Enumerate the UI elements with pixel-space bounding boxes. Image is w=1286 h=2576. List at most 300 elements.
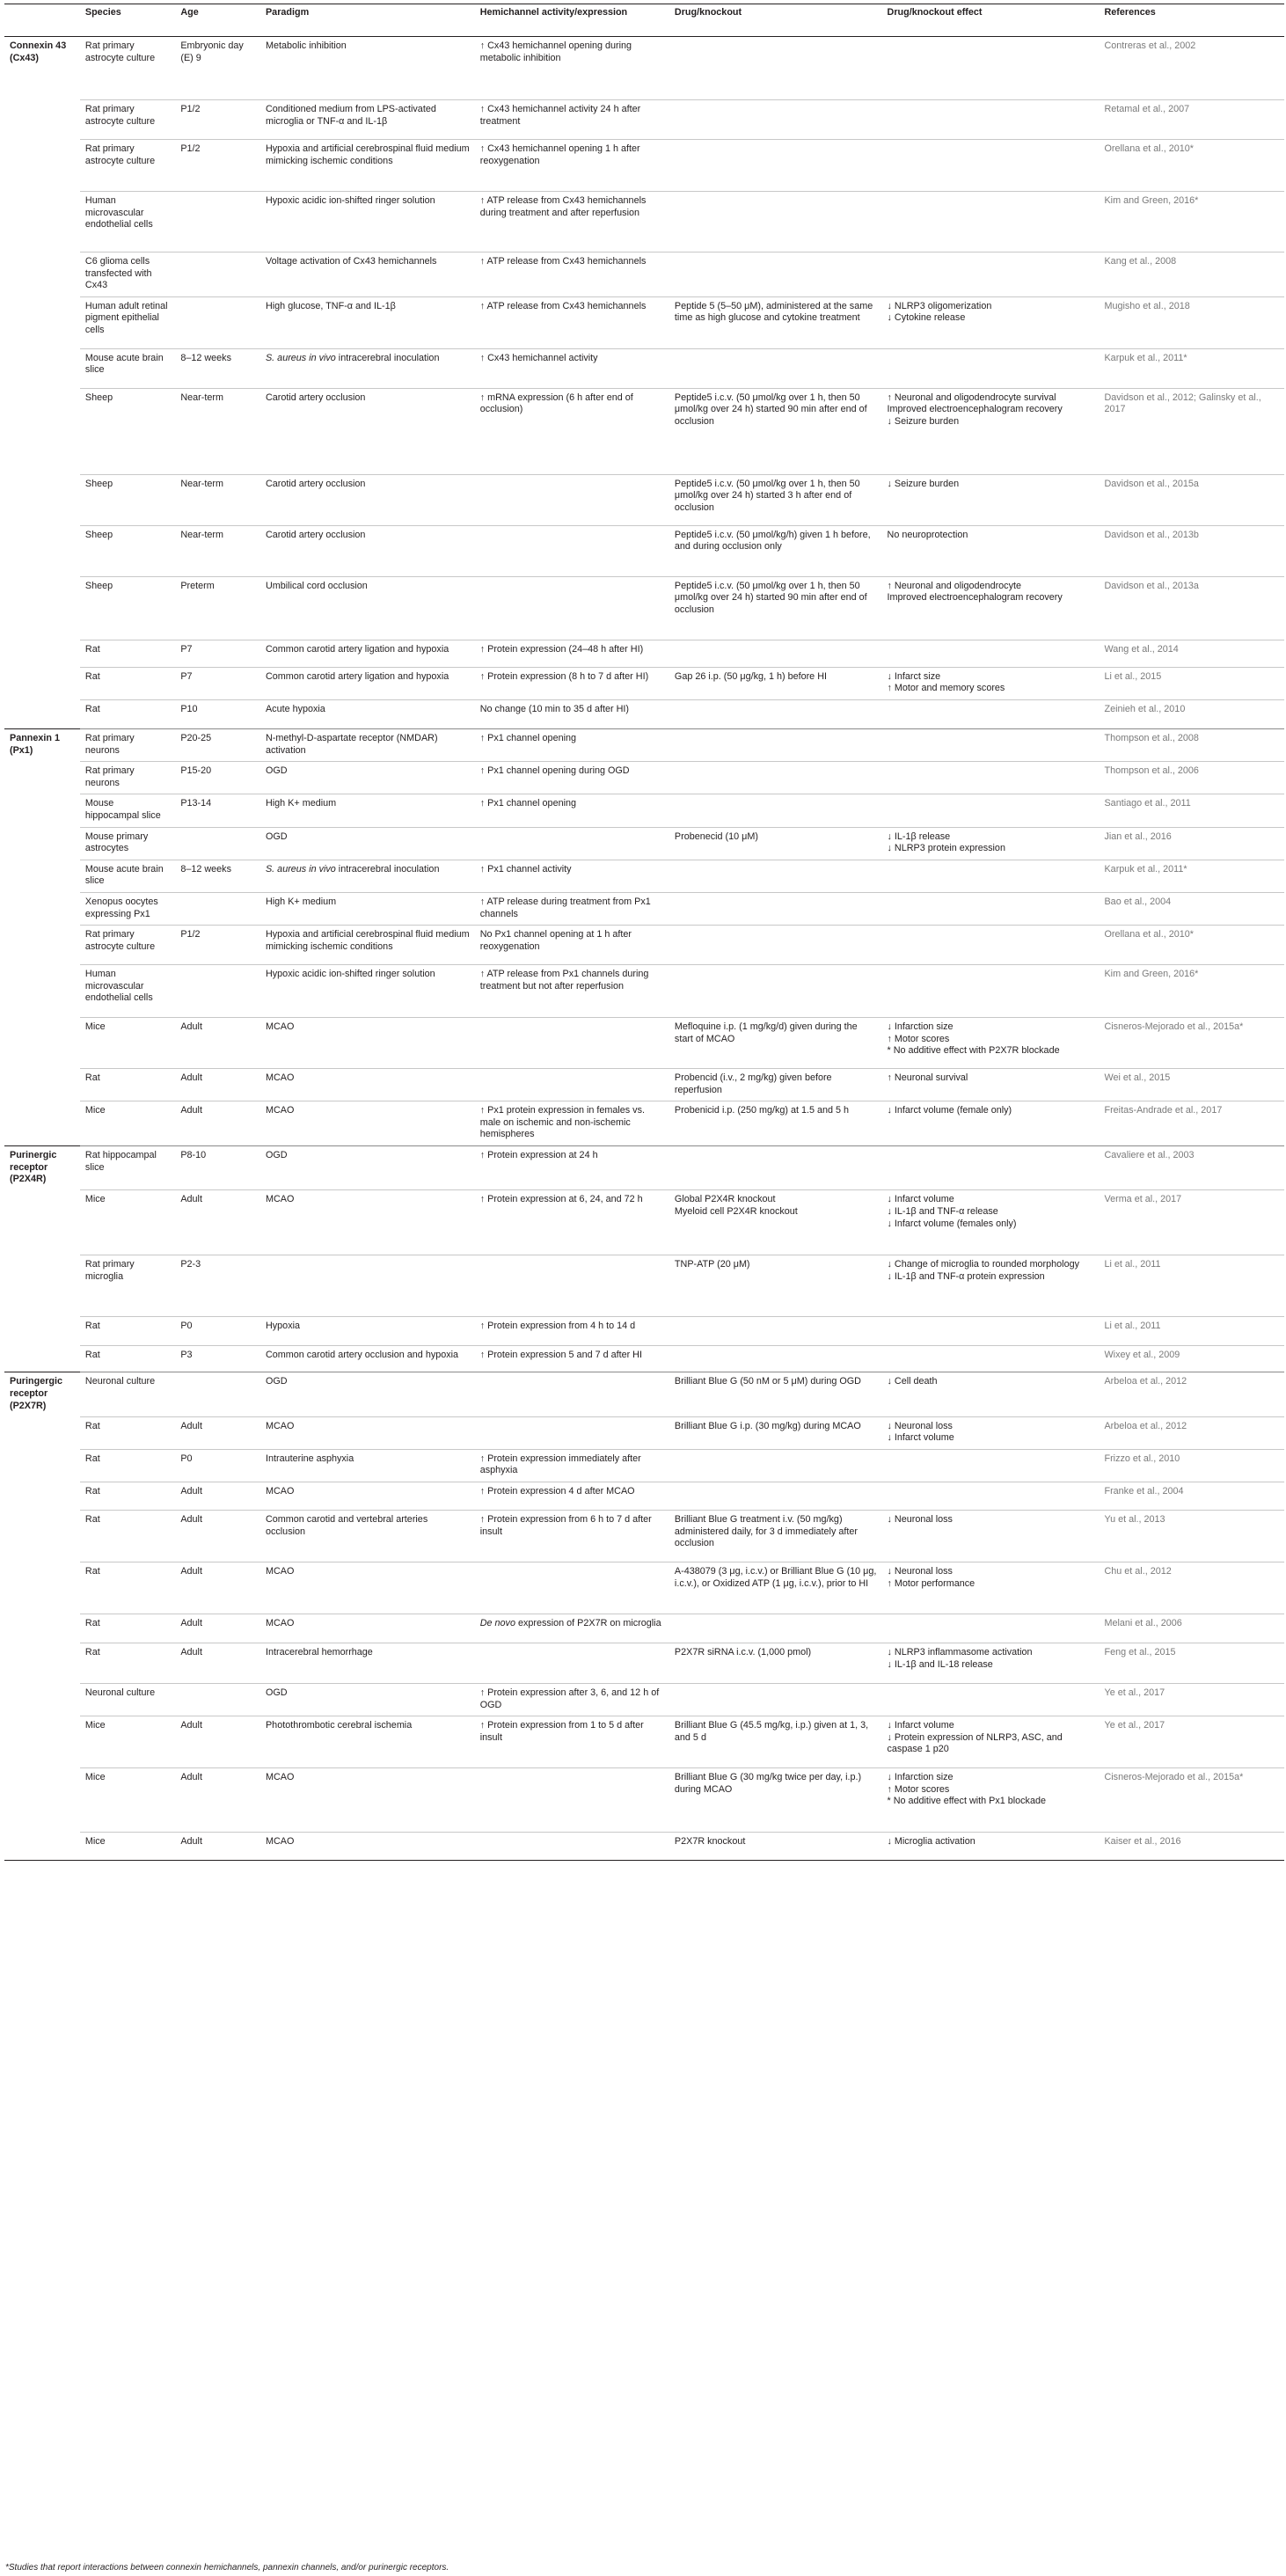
cell-drug: Global P2X4R knockout Myeloid cell P2X4R knockout — [669, 1190, 882, 1255]
cell-species: Sheep — [80, 576, 175, 640]
cell-species: Mice — [80, 1018, 175, 1069]
group-cell — [4, 1416, 80, 1449]
cell-drug: Gap 26 i.p. (50 μg/kg, 1 h) before HI — [669, 667, 882, 699]
table-row — [4, 1372, 1284, 1416]
cell-ref: Karpuk et al., 2011* — [1099, 348, 1284, 388]
cell-ref: Orellana et al., 2010* — [1099, 140, 1284, 192]
cell-ref: Zeinieh et al., 2010 — [1099, 699, 1284, 728]
cell-effect: ↓ Infarction size ↑ Motor scores * No additive effect with Px1 blockade — [882, 1768, 1100, 1833]
cell-ref: Cisneros-Mejorado et al., 2015a* — [1099, 1768, 1284, 1833]
cell-drug: P2X7R siRNA i.c.v. (1,000 pmol) — [669, 1643, 882, 1684]
table-row — [4, 348, 1284, 388]
cell-ref: Wixey et al., 2009 — [1099, 1346, 1284, 1372]
column-header-activity: Hemichannel activity/expression — [475, 4, 669, 37]
cell-activity: ↑ Px1 channel activity — [475, 860, 669, 892]
cell-species: Sheep — [80, 525, 175, 576]
cell-drug — [669, 140, 882, 192]
cell-age: Adult — [175, 1101, 260, 1146]
cell-activity: ↑ Protein expression 5 and 7 d after HI — [475, 1346, 669, 1372]
cell-effect: ↓ NLRP3 inflammasome activation ↓ IL-1β and IL-18 release — [882, 1643, 1100, 1684]
cell-activity — [475, 1562, 669, 1614]
cell-effect: ↓ Cell death — [882, 1372, 1100, 1416]
cell-ref: Jian et al., 2016 — [1099, 827, 1284, 860]
cell-drug: Probenicid i.p. (250 mg/kg) at 1.5 and 5 h — [669, 1101, 882, 1146]
cell-paradigm: Metabolic inhibition — [265, 40, 347, 51]
cell-species: Rat — [80, 1482, 175, 1511]
cell-drug: Peptide 5 (5–50 μM), administered at the same time as high glucose and cytokine treatment — [669, 296, 882, 348]
cell-activity: No change (10 min to 35 d after HI) — [475, 699, 669, 728]
cell-age: Adult — [175, 1643, 260, 1684]
cell-effect — [882, 728, 1100, 761]
cell-effect — [882, 762, 1100, 794]
table-row — [4, 1255, 1284, 1317]
cell-species: Rat — [80, 640, 175, 667]
cell-ref: Davidson et al., 2012; Galinsky et al., 2017 — [1099, 388, 1284, 474]
cell-paradigm: Common carotid artery ligation and hypoxia — [260, 640, 475, 667]
cell-species: Sheep — [80, 474, 175, 525]
cell-activity — [475, 1018, 669, 1069]
group-cell — [4, 388, 80, 474]
cell-drug — [669, 1146, 882, 1190]
cell-activity — [475, 1833, 669, 1861]
cell-drug: Brilliant Blue G (50 nM or 5 μM) during OGD — [669, 1372, 882, 1416]
group-cell — [4, 1190, 80, 1255]
data-table — [4, 4, 1284, 1861]
cell-ref: Ye et al., 2017 — [1099, 1716, 1284, 1768]
group-cell — [4, 1684, 80, 1716]
group-cell — [4, 892, 80, 925]
cell-age: P8-10 — [175, 1146, 260, 1190]
column-header-species: Species — [80, 4, 175, 37]
cell-activity — [475, 1372, 669, 1416]
column-header-age: Age — [175, 4, 260, 37]
table-row — [4, 474, 1284, 525]
cell-age: P7 — [175, 667, 260, 699]
cell-effect: ↑ Neuronal and oligodendrocyte Improved electroencephalogram recovery — [882, 576, 1100, 640]
cell-ref: Santiago et al., 2011 — [1099, 794, 1284, 827]
cell-effect — [882, 37, 1100, 100]
cell-effect — [882, 926, 1100, 965]
cell-age — [175, 192, 260, 252]
cell-age: Near-term — [175, 474, 260, 525]
cell-ref: Feng et al., 2015 — [1099, 1643, 1284, 1684]
cell-paradigm: S. aureus in vivo intracerebral inoculation — [260, 860, 475, 892]
cell-paradigm: MCAO — [260, 1190, 475, 1255]
cell-paradigm: MCAO — [260, 1833, 475, 1861]
cell-paradigm: Acute hypoxia — [260, 699, 475, 728]
cell-species: Mice — [80, 1833, 175, 1861]
cell-age: P0 — [175, 1317, 260, 1346]
cell-paradigm: OGD — [260, 762, 475, 794]
cell-ref: Wei et al., 2015 — [1099, 1069, 1284, 1101]
cell-age: Adult — [175, 1190, 260, 1255]
group-cell — [4, 640, 80, 667]
table-row — [4, 1716, 1284, 1768]
table-row — [4, 192, 1284, 252]
cell-species: C6 glioma cells transfected with Cx43 — [80, 252, 175, 297]
cell-ref: Franke et al., 2004 — [1099, 1482, 1284, 1511]
cell-age: P3 — [175, 1346, 260, 1372]
cell-activity: ↑ Cx43 hemichannel opening 1 h after reoxygenation — [475, 140, 669, 192]
cell-species: Mice — [80, 1190, 175, 1255]
cell-ref: Kang et al., 2008 — [1099, 252, 1284, 297]
cell-activity — [475, 1255, 669, 1317]
cell-age — [175, 296, 260, 348]
table-row — [4, 640, 1284, 667]
cell-activity — [475, 474, 669, 525]
cell-effect — [882, 640, 1100, 667]
table-row — [4, 100, 1284, 140]
cell-effect — [882, 1317, 1100, 1346]
cell-activity: ↑ ATP release from Cx43 hemichannels — [475, 296, 669, 348]
group-cell — [4, 1482, 80, 1511]
cell-ref: Davidson et al., 2015a — [1099, 474, 1284, 525]
column-header-effect: Drug/knockout effect — [882, 4, 1100, 37]
cell-drug — [669, 1482, 882, 1511]
table-row — [4, 728, 1284, 761]
cell-species: Neuronal culture — [80, 1684, 175, 1716]
group-cell — [4, 699, 80, 728]
cell-drug: Probenecid (10 μM) — [669, 827, 882, 860]
cell-age — [175, 1684, 260, 1716]
cell-drug — [669, 1684, 882, 1716]
cell-drug — [669, 1317, 882, 1346]
cell-age: P13-14 — [175, 794, 260, 827]
cell-effect — [882, 794, 1100, 827]
cell-species: Rat — [80, 667, 175, 699]
cell-activity: ↑ ATP release from Cx43 hemichannels during treatment and after reperfusion — [475, 192, 669, 252]
cell-age: Adult — [175, 1069, 260, 1101]
cell-drug: Brilliant Blue G (45.5 mg/kg, i.p.) given at 1, 3, and 5 d — [669, 1716, 882, 1768]
cell-species: Rat — [80, 1614, 175, 1643]
cell-age: Adult — [175, 1833, 260, 1861]
cell-activity: ↑ ATP release during treatment from Px1 channels — [475, 892, 669, 925]
cell-paradigm: Intracerebral hemorrhage — [260, 1643, 475, 1684]
cell-drug: Mefloquine i.p. (1 mg/kg/d) given during the start of MCAO — [669, 1018, 882, 1069]
group-label: Purinergic receptor (P2X4R) — [4, 1146, 80, 1190]
cell-ref: Kim and Green, 2016* — [1099, 192, 1284, 252]
cell-effect — [882, 1482, 1100, 1511]
cell-age: Adult — [175, 1018, 260, 1069]
column-header-group — [4, 4, 80, 37]
cell-age: P1/2 — [175, 926, 260, 965]
cell-paradigm: Hypoxic acidic ion-shifted ringer solution — [260, 192, 475, 252]
cell-drug — [669, 252, 882, 297]
cell-drug — [669, 728, 882, 761]
cell-paradigm: OGD — [260, 1372, 475, 1416]
group-cell — [4, 1643, 80, 1684]
table-row — [4, 1449, 1284, 1482]
cell-ref: Frizzo et al., 2010 — [1099, 1449, 1284, 1482]
cell-drug — [669, 100, 882, 140]
cell-ref: Bao et al., 2004 — [1099, 892, 1284, 925]
cell-species: Mouse acute brain slice — [80, 860, 175, 892]
group-cell — [4, 1317, 80, 1346]
group-cell — [4, 348, 80, 388]
cell-ref: Wang et al., 2014 — [1099, 640, 1284, 667]
cell-paradigm: Hypoxia and artificial cerebrospinal fluid medium mimicking ischemic conditions — [260, 140, 475, 192]
table-row — [4, 1614, 1284, 1643]
cell-drug — [669, 965, 882, 1018]
cell-effect — [882, 348, 1100, 388]
cell-activity: De novo expression of P2X7R on microglia — [475, 1614, 669, 1643]
cell-drug: Peptide5 i.c.v. (50 μmol/kg over 1 h, then 50 μmol/kg over 24 h) started 3 h after end of occlusion — [669, 474, 882, 525]
group-cell — [4, 576, 80, 640]
group-cell — [4, 1018, 80, 1069]
table-row — [4, 37, 1284, 100]
group-cell — [4, 1562, 80, 1614]
cell-paradigm: High K+ medium — [260, 794, 475, 827]
cell-age: Adult — [175, 1768, 260, 1833]
table-row — [4, 827, 1284, 860]
cell-drug — [669, 640, 882, 667]
cell-drug — [669, 699, 882, 728]
table-row — [4, 1346, 1284, 1372]
cell-effect: ↓ Neuronal loss — [882, 1511, 1100, 1562]
cell-paradigm: Conditioned medium from LPS-activated microglia or TNF-α and IL-1β — [260, 100, 475, 140]
cell-ref: Yu et al., 2013 — [1099, 1511, 1284, 1562]
table-row — [4, 252, 1284, 297]
cell-ref: Davidson et al., 2013a — [1099, 576, 1284, 640]
group-cell — [4, 860, 80, 892]
cell-effect — [882, 860, 1100, 892]
cell-activity — [475, 1416, 669, 1449]
cell-age: P15-20 — [175, 762, 260, 794]
group-cell — [4, 1511, 80, 1562]
cell-ref: Arbeloa et al., 2012 — [1099, 1416, 1284, 1449]
italic-term: De novo — [479, 1618, 515, 1628]
table-row — [4, 140, 1284, 192]
cell-species: Rat — [80, 1449, 175, 1482]
cell-activity: ↑ Protein expression (8 h to 7 d after HI) — [475, 667, 669, 699]
cell-activity: ↑ Protein expression after 3, 6, and 12 h of OGD — [475, 1684, 669, 1716]
cell-effect — [882, 892, 1100, 925]
cell-activity — [475, 576, 669, 640]
cell-effect — [882, 1146, 1100, 1190]
cell-effect: ↓ Seizure burden — [882, 474, 1100, 525]
cell-species: Mice — [80, 1768, 175, 1833]
cell-age: P1/2 — [175, 140, 260, 192]
cell-effect: ↓ Neuronal loss ↓ Infarct volume — [882, 1416, 1100, 1449]
cell-drug: A-438079 (3 μg, i.c.v.) or Brilliant Blue G (10 μg, i.c.v.), or Oxidized ATP (1 μg, i.c.v.), prior to HI — [669, 1562, 882, 1614]
table-row — [4, 762, 1284, 794]
cell-age — [175, 252, 260, 297]
table-row — [4, 794, 1284, 827]
cell-drug — [669, 762, 882, 794]
cell-species: Human microvascular endothelial cells — [80, 192, 175, 252]
cell-ref: Verma et al., 2017 — [1099, 1190, 1284, 1255]
cell-age: Adult — [175, 1562, 260, 1614]
cell-activity — [475, 525, 669, 576]
cell-ref: Freitas-Andrade et al., 2017 — [1099, 1101, 1284, 1146]
cell-paradigm: Carotid artery occlusion — [260, 525, 475, 576]
cell-drug: Peptide5 i.c.v. (50 μmol/kg over 1 h, then 50 μmol/kg over 24 h) started 90 min after end of occlusion — [669, 576, 882, 640]
cell-activity: ↑ Protein expression 4 d after MCAO — [475, 1482, 669, 1511]
table-row — [4, 1190, 1284, 1255]
group-label: Connexin 43 (Cx43) — [10, 40, 67, 63]
cell-drug — [669, 348, 882, 388]
cell-drug — [669, 892, 882, 925]
cell-effect — [882, 140, 1100, 192]
cell-paradigm: OGD — [260, 827, 475, 860]
cell-species: Rat — [80, 1511, 175, 1562]
cell-activity — [475, 827, 669, 860]
cell-drug: Peptide5 i.c.v. (50 μmol/kg over 1 h, then 50 μmol/kg over 24 h) started 90 min after end of occlusion — [669, 388, 882, 474]
cell-ref: Thompson et al., 2008 — [1099, 728, 1284, 761]
cell-activity — [475, 1069, 669, 1101]
cell-drug: Brilliant Blue G (30 mg/kg twice per day, i.p.) during MCAO — [669, 1768, 882, 1833]
cell-species: Rat primary astrocyte culture — [80, 100, 175, 140]
cell-ref: Chu et al., 2012 — [1099, 1562, 1284, 1614]
column-header-paradigm: Paradigm — [260, 4, 475, 37]
cell-activity: ↑ Protein expression from 6 h to 7 d after insult — [475, 1511, 669, 1562]
cell-drug — [669, 1614, 882, 1643]
cell-activity: ↑ Protein expression (24–48 h after HI) — [475, 640, 669, 667]
cell-activity: ↑ Cx43 hemichannel activity 24 h after treatment — [475, 100, 669, 140]
group-cell — [4, 525, 80, 576]
cell-paradigm: S. aureus in vivo intracerebral inoculation — [260, 348, 475, 388]
cell-age: P20-25 — [175, 728, 260, 761]
table-row — [4, 1768, 1284, 1833]
table-row — [4, 1643, 1284, 1684]
group-cell — [4, 1069, 80, 1101]
cell-paradigm: OGD — [260, 1146, 475, 1190]
cell-effect: ↓ NLRP3 oligomerization ↓ Cytokine release — [882, 296, 1100, 348]
cell-paradigm: MCAO — [260, 1614, 475, 1643]
cell-paradigm: Hypoxic acidic ion-shifted ringer solution — [260, 965, 475, 1018]
table-row — [4, 1018, 1284, 1069]
cell-drug — [669, 794, 882, 827]
group-cell — [4, 192, 80, 252]
table-row — [4, 860, 1284, 892]
cell-paradigm: High glucose, TNF-α and IL-1β — [260, 296, 475, 348]
cell-species: Rat — [80, 699, 175, 728]
cell-species: Rat — [80, 1346, 175, 1372]
cell-species: Mice — [80, 1716, 175, 1768]
cell-species: Rat primary neurons — [80, 728, 175, 761]
group-label: Puringergic receptor (P2X7R) — [4, 1372, 80, 1416]
table-row — [4, 1684, 1284, 1716]
cell-age: Adult — [175, 1511, 260, 1562]
table-footnote: *Studies that report interactions between connexin hemichannels, pannexin channels, and/or purinergic receptors. — [5, 2563, 449, 2572]
cell-age: 8–12 weeks — [175, 348, 260, 388]
cell-age: Adult — [175, 1416, 260, 1449]
cell-ref: Li et al., 2011 — [1099, 1255, 1284, 1317]
cell-paradigm: Common carotid artery occlusion and hypoxia — [260, 1346, 475, 1372]
cell-effect: ↓ Infarct volume ↓ IL-1β and TNF-α release ↓ Infarct volume (females only) — [882, 1190, 1100, 1255]
cell-drug — [669, 926, 882, 965]
group-cell — [4, 296, 80, 348]
table-row — [4, 1416, 1284, 1449]
cell-paradigm: Umbilical cord occlusion — [260, 576, 475, 640]
group-cell — [4, 1255, 80, 1317]
table-row — [4, 892, 1284, 925]
cell-paradigm: MCAO — [260, 1768, 475, 1833]
table-row — [4, 1511, 1284, 1562]
cell-species: Mice — [80, 1101, 175, 1146]
cell-species: Rat hippocampal slice — [80, 1146, 175, 1190]
cell-ref: Retamal et al., 2007 — [1099, 100, 1284, 140]
cell-paradigm: MCAO — [260, 1562, 475, 1614]
group-cell — [4, 140, 80, 192]
table-row — [4, 576, 1284, 640]
cell-species: Human adult retinal pigment epithelial cells — [80, 296, 175, 348]
cell-species: Human microvascular endothelial cells — [80, 965, 175, 1018]
cell-activity: ↑ Px1 channel opening — [475, 794, 669, 827]
cell-age: Near-term — [175, 388, 260, 474]
cell-drug: Brilliant Blue G treatment i.v. (50 mg/kg) administered daily, for 3 d immediately after occlusion — [669, 1511, 882, 1562]
italic-term: S. aureus in vivo — [265, 863, 336, 875]
cell-activity: ↑ Protein expression immediately after asphyxia — [475, 1449, 669, 1482]
cell-species: Mouse hippocampal slice — [80, 794, 175, 827]
group-cell — [4, 827, 80, 860]
cell-drug: P2X7R knockout — [669, 1833, 882, 1861]
cell-species: Rat — [80, 1416, 175, 1449]
cell-effect: ↓ Infarct volume ↓ Protein expression of NLRP3, ASC, and caspase 1 p20 — [882, 1716, 1100, 1768]
group-cell — [4, 1768, 80, 1833]
cell-effect: ↓ Neuronal loss ↑ Motor performance — [882, 1562, 1100, 1614]
group-cell — [4, 762, 80, 794]
cell-species: Rat — [80, 1317, 175, 1346]
table-row — [4, 1317, 1284, 1346]
cell-effect — [882, 965, 1100, 1018]
cell-ref: Kaiser et al., 2016 — [1099, 1833, 1284, 1861]
cell-age: Adult — [175, 1716, 260, 1768]
column-header-drug: Drug/knockout — [669, 4, 882, 37]
cell-paradigm: High K+ medium — [260, 892, 475, 925]
cell-effect: ↓ Infarct size ↑ Motor and memory scores — [882, 667, 1100, 699]
cell-activity — [475, 1768, 669, 1833]
cell-paradigm: OGD — [260, 1684, 475, 1716]
cell-paradigm: MCAO — [260, 1018, 475, 1069]
cell-species: Xenopus oocytes expressing Px1 — [80, 892, 175, 925]
cell-age: P2-3 — [175, 1255, 260, 1317]
cell-activity: ↑ Px1 protein expression in females vs. male on ischemic and non-ischemic hemispheres — [475, 1101, 669, 1146]
cell-species: Mouse primary astrocytes — [80, 827, 175, 860]
cell-activity: ↑ ATP release from Px1 channels during treatment but not after reperfusion — [475, 965, 669, 1018]
cell-activity: No Px1 channel opening at 1 h after reoxygenation — [475, 926, 669, 965]
column-header-references: References — [1099, 4, 1284, 37]
cell-species: Mouse acute brain slice — [80, 348, 175, 388]
table-row — [4, 1069, 1284, 1101]
cell-effect — [882, 1614, 1100, 1643]
cell-ref: Ye et al., 2017 — [1099, 1684, 1284, 1716]
cell-age: 8–12 weeks — [175, 860, 260, 892]
cell-paradigm: Photothrombotic cerebral ischemia — [260, 1716, 475, 1768]
cell-species: Rat primary neurons — [80, 762, 175, 794]
cell-effect: ↓ Change of microglia to rounded morphology ↓ IL-1β and TNF-α protein expression — [882, 1255, 1100, 1317]
cell-activity: ↑ mRNA expression (6 h after end of occlusion) — [475, 388, 669, 474]
group-cell — [4, 1614, 80, 1643]
cell-drug: TNP-ATP (20 μM) — [669, 1255, 882, 1317]
cell-activity: ↑ ATP release from Cx43 hemichannels — [475, 252, 669, 297]
cell-ref: Mugisho et al., 2018 — [1099, 296, 1284, 348]
cell-species: Neuronal culture — [80, 1372, 175, 1416]
cell-effect: ↓ Infarction size ↑ Motor scores * No additive effect with P2X7R blockade — [882, 1018, 1100, 1069]
cell-ref: Cisneros-Mejorado et al., 2015a* — [1099, 1018, 1284, 1069]
cell-species: Rat primary astrocyte culture — [80, 140, 175, 192]
cell-paradigm: Carotid artery occlusion — [260, 388, 475, 474]
cell-activity: ↑ Protein expression from 4 h to 14 d — [475, 1317, 669, 1346]
group-cell — [4, 100, 80, 140]
header-row — [4, 4, 1284, 37]
cell-species: Rat — [80, 1069, 175, 1101]
table-row — [4, 1101, 1284, 1146]
cell-ref: Davidson et al., 2013b — [1099, 525, 1284, 576]
cell-effect — [882, 699, 1100, 728]
group-cell — [4, 1346, 80, 1372]
cell-paradigm: MCAO — [260, 1416, 475, 1449]
